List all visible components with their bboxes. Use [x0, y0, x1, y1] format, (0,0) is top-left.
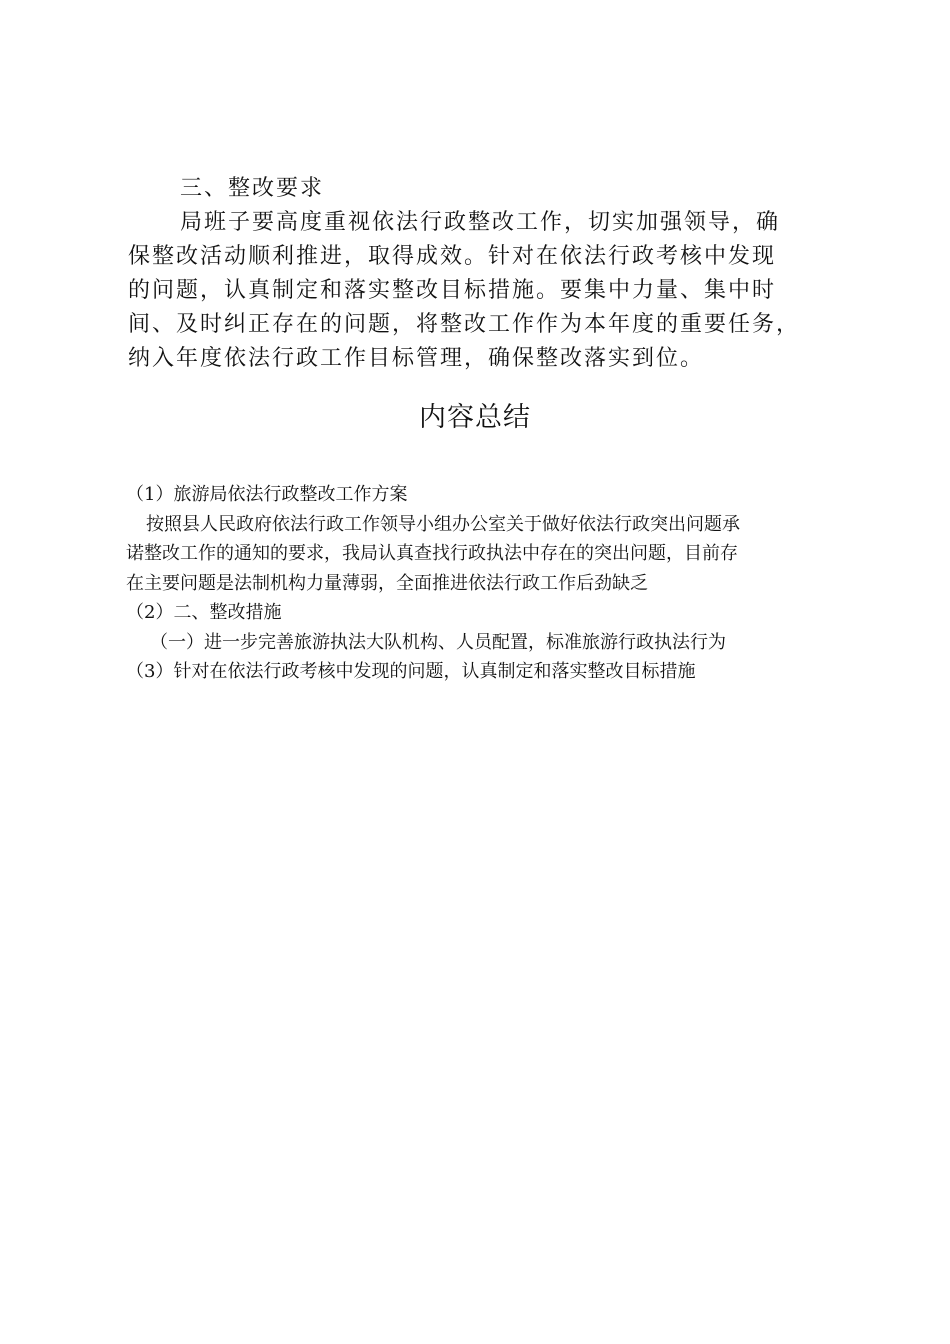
summary-item: （2）二、整改措施 — [126, 602, 282, 623]
summary-line: 在主要问题是法制机构力量薄弱，全面推进依法行政工作后劲缺乏 — [126, 572, 648, 594]
body-line: 的问题，认真制定和落实整改目标措施。要集中力量、集中时 — [128, 278, 777, 303]
body-line: 局班子要高度重视依法行政整改工作，切实加强领导，确 — [180, 210, 781, 235]
summary-line: 按照县人民政府依法行政工作领导小组办公室关于做好依法行政突出问题承 — [146, 513, 740, 535]
summary-list — [126, 480, 846, 687]
body-line: 保整改活动顺利推进，取得成效。针对在依法行政考核中发现 — [128, 244, 777, 269]
body-line: 纳入年度依法行政工作目标管理，确保整改落实到位。 — [128, 346, 705, 371]
summary-item: （3）针对在依法行政考核中发现的问题，认真制定和落实整改目标措施 — [126, 661, 696, 682]
body-line: 间、及时纠正存在的问题，将整改工作作为本年度的重要任务， — [128, 312, 801, 337]
summary-title: 内容总结 — [419, 402, 531, 433]
summary-item: （1）旅游局依法行政整改工作方案 — [126, 484, 408, 505]
section-heading: 三、整改要求 — [180, 176, 325, 201]
section-body — [128, 206, 848, 376]
summary-line: 诺整改工作的通知的要求，我局认真查找行政执法中存在的突出问题，目前存 — [126, 543, 738, 564]
summary-line: （一）进一步完善旅游执法大队机构、人员配置，标准旅游行政执法行为 — [150, 631, 726, 653]
